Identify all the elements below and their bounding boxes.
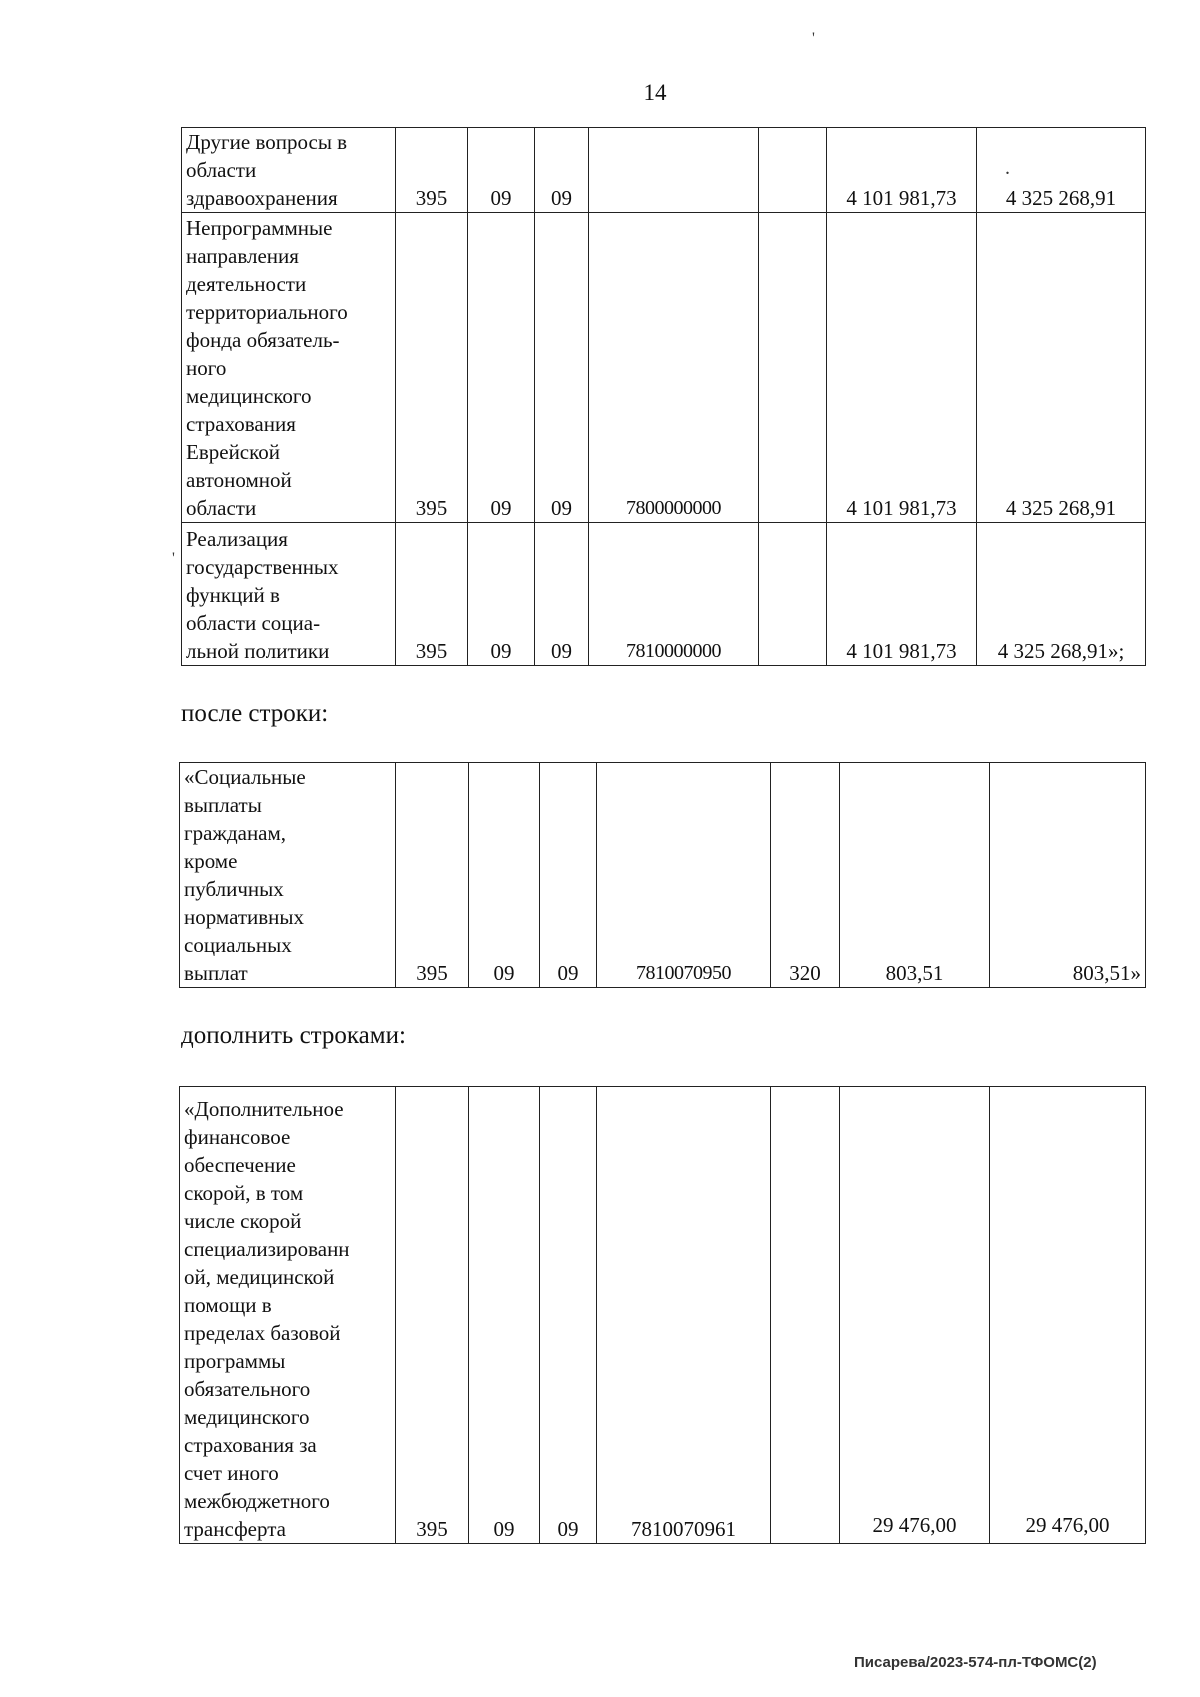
table-row	[180, 763, 1146, 988]
expense-type-code	[771, 1087, 840, 1544]
sum-year-1: 4 101 981,73	[827, 128, 977, 213]
scan-mark-left: '	[172, 550, 175, 567]
admin-code: 395	[396, 763, 469, 988]
target-code	[589, 128, 759, 213]
expense-type-code	[759, 128, 827, 213]
sum-year-2-value: 4 325 268,91	[1005, 186, 1117, 210]
expense-type-code: 320	[771, 763, 840, 988]
table-row	[182, 523, 1146, 666]
table-row	[182, 128, 1146, 213]
page-number: 14	[643, 80, 667, 105]
subsection-code: 09	[540, 1087, 597, 1544]
target-code: 7810000000	[589, 523, 759, 666]
subsection-code: 09	[535, 523, 589, 666]
expense-type-code	[759, 523, 827, 666]
sum-year-2	[977, 128, 1146, 213]
sum-year-2: 29 476,00	[990, 1087, 1146, 1544]
row-name: «Дополнительное финансовое обеспечение скорой, в том числе скорой специализированн ой, медицинской помощи в пределах базовой программы обязательного медицинского страхования за счет иного межбюджетного трансферта	[180, 1087, 396, 1544]
budget-table-existing	[181, 127, 1146, 666]
scan-mark-top: '	[812, 30, 815, 47]
sum-year-2: 4 325 268,91	[977, 213, 1146, 523]
section-code: 09	[469, 1087, 540, 1544]
section-code: 09	[468, 213, 535, 523]
section-code: 09	[468, 128, 535, 213]
target-code: 7800000000	[589, 213, 759, 523]
target-code: 7810070950	[597, 763, 771, 988]
target-code: 7810070961	[597, 1087, 771, 1544]
sum-year-2: 4 325 268,91»;	[977, 523, 1146, 666]
sum-year-1: 4 101 981,73	[827, 213, 977, 523]
scan-mark-dot: .	[1005, 157, 1010, 179]
budget-table-added-rows	[179, 1086, 1146, 1544]
section-code: 09	[469, 763, 540, 988]
row-name: Реализация государственных функций в области социа- льной политики	[182, 523, 396, 666]
admin-code: 395	[396, 213, 468, 523]
row-name: Другие вопросы в области здравоохранения	[182, 128, 396, 213]
admin-code: 395	[396, 523, 468, 666]
subsection-code: 09	[535, 213, 589, 523]
connector-add-lines: дополнить строками:	[181, 1022, 406, 1049]
sum-year-1: 4 101 981,73	[827, 523, 977, 666]
expense-type-code	[759, 213, 827, 523]
sum-year-2: 803,51»	[990, 763, 1146, 988]
section-code: 09	[468, 523, 535, 666]
table-row	[180, 1087, 1146, 1544]
document-footer-reference: Писарева/2023-574-пл-ТФОМС(2)	[854, 1654, 1097, 1671]
connector-after-line: после строки:	[181, 700, 329, 727]
subsection-code: 09	[540, 763, 597, 988]
sum-year-1: 29 476,00	[840, 1087, 990, 1544]
admin-code: 395	[396, 128, 468, 213]
budget-table-reference-row	[179, 762, 1146, 988]
table-row	[182, 213, 1146, 523]
sum-year-1: 803,51	[840, 763, 990, 988]
row-name: Непрограммные направления деятельности территориального фонда обязатель- ного медицинского страхования Еврейской автономной области	[182, 213, 396, 523]
subsection-code: 09	[535, 128, 589, 213]
row-name: «Социальные выплаты гражданам, кроме публичных нормативных социальных выплат	[180, 763, 396, 988]
admin-code: 395	[396, 1087, 469, 1544]
